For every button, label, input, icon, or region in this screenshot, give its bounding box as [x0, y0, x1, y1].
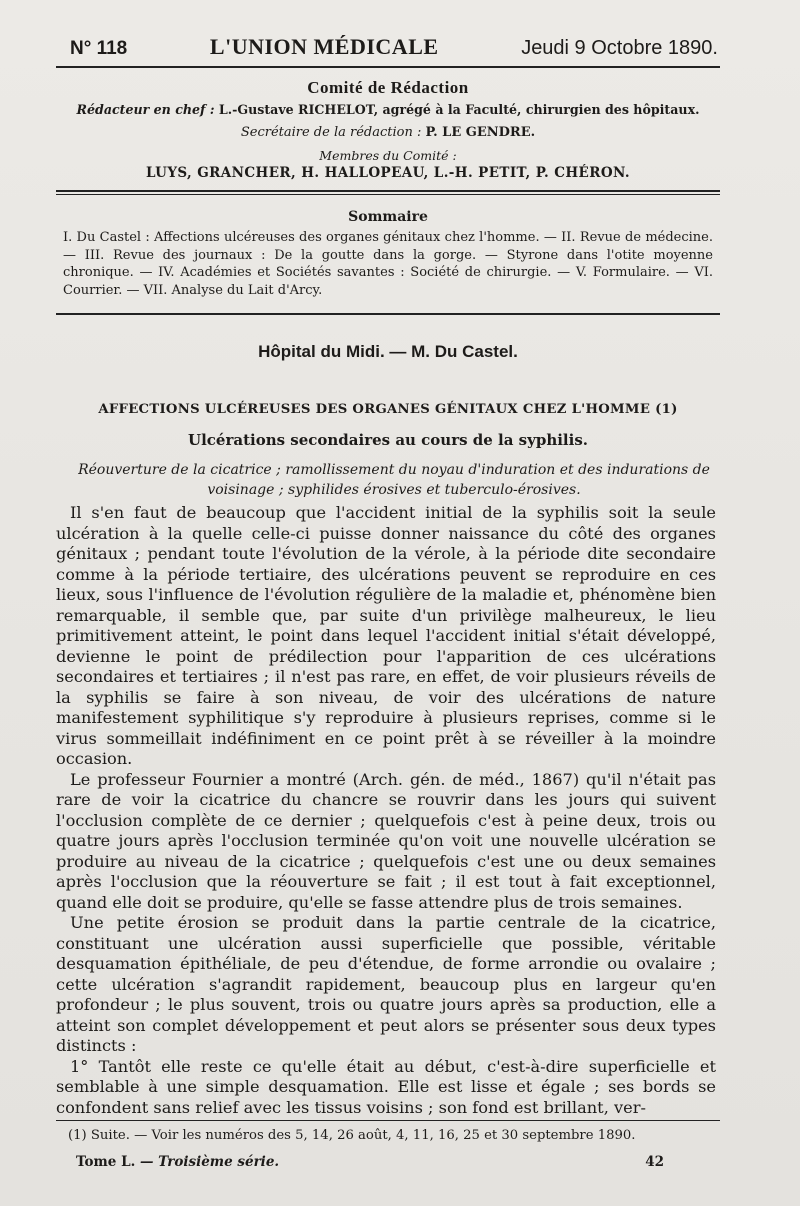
secretaire-name: P. LE GENDRE. — [425, 125, 536, 140]
paragraph: Il s'en faut de beaucoup que l'accident initial de la syphilis soit la seule ulcération à la quelle celle-ci puisse donner naissance du côté des organes génitaux ; pendant toute l'évolution de la vérole, à la période dite secondaire comme à la période tertiaire, des ulcérations peuvent se reproduire en ces lieux, sous l'influence de l'évolution régulière de la maladie et, phénomène bien remarquable, il semble que, par suite d'un privilège malheureux, le lieu primitivement atteint, le point dans lequel l'accident initial s'était développé, devienne le point de prédilection pour l'apparition de ces ulcérations secondaires et tertiaires ; il n'est pas rare, en effet, de voir plusieurs réveils de la syphilis se faire à son niveau, de voir des ulcérations de nature manifestement syphilitique s'y reproduire à plusieurs reprises, comme si le virus sommeillait indéfiniment en ce point prêt à se réveiller à la moindre occasion. — [56, 503, 716, 768]
paragraph: 1° Tantôt elle reste ce qu'elle était au début, c'est-à-dire superficielle et semblable à une simple desquamation. Elle est lisse et égale ; ses bords se confondent sans relief avec les tissus voisins ; son fond est brillant, ver- — [56, 1056, 716, 1117]
article-body — [56, 503, 716, 1118]
header-rule — [56, 66, 720, 68]
committee-rule-top — [56, 190, 720, 192]
footnote — [68, 1128, 716, 1143]
committee-title: Comité de Rédaction — [307, 78, 469, 97]
secretaire-label: Secrétaire de la rédaction : — [240, 125, 422, 140]
issue-number: N° 118 — [70, 38, 128, 59]
paragraph: Une petite érosion se produit dans la partie centrale de la cicatrice, constituant une ulcération aussi superficielle que possible, véritable desquamation épithéliale, de peu d'étendue, de forme arrondie ou ovalaire ; cette ulcération s'agrandit rapidement, beaucoup plus en largeur qu'en profondeur ; le plus souvent, trois ou quatre jours après sa production, elle a atteint son complet développement et peut alors se présenter sous deux types distincts : — [56, 913, 716, 1055]
membres-label: Membres du Comité : — [319, 148, 457, 163]
footnote-rule — [56, 1120, 720, 1121]
paragraph: Le professeur Fournier a montré (Arch. gén. de méd., 1867) qu'il n'était pas rare de voir la cicatrice du chancre se rouvrir dans les jours qui suivent l'occlusion complète de ce dernier ; quelquefois c'est à peine deux, trois ou quatre jours après l'occlusion terminée qu'on voit une nouvelle ulcération se produire au niveau de la cicatrice ; quelquefois c'est une ou deux semaines après l'occlusion que la réouverture se fait ; il est tout à fait exceptionnel, quand elle doit se produire, qu'elle se fasse attendre plus de trois semaines. — [56, 769, 716, 912]
article-title: AFFECTIONS ULCÉREUSES DES ORGANES GÉNITAUX CHEZ L'HOMME (1) — [98, 402, 678, 417]
footer-tome: Tome L. — [76, 1154, 136, 1170]
footnote-text: (1) Suite. — Voir les numéros des 5, 14, 26 août, 4, 11, 16, 25 et 30 septembre 1890. — [68, 1128, 636, 1143]
sommaire-rule — [56, 313, 720, 315]
article-resume: Réouverture de la cicatrice ; ramollissement du noyau d'induration et des indurations de voisinage ; syphilides érosives et tuberculo-érosives. — [78, 462, 710, 498]
sommaire-title: Sommaire — [348, 209, 428, 225]
page-number: 42 — [645, 1154, 664, 1170]
article-subtitle: Ulcérations secondaires au cours de la syphilis. — [187, 431, 588, 449]
secretaire-line — [56, 125, 720, 140]
committee-rule-bottom — [56, 194, 720, 195]
sommaire-text: I. Du Castel : Affections ulcéreuses des organes génitaux chez l'homme. — II. Revue de médecine. — III. Revue des journaux : De la goutte dans la gorge. — Styrone dans l'otite moyenne chronique. — IV. Académies et Sociétés savantes : Société de chirurgie. — V. Formulaire. — VI. Courrier. — VII. Analyse du Lait d'Arcy. — [63, 230, 713, 298]
redacteur-label: Rédacteur en chef : — [76, 102, 215, 117]
footer-volume — [76, 1154, 279, 1170]
footer-serie: — Troisième série. — [139, 1154, 280, 1170]
membres-list: LUYS, GRANCHER, H. HALLOPEAU, L.-H. PETIT, P. CHÉRON. — [146, 165, 630, 181]
page-footer — [76, 1154, 664, 1170]
redacteur-line — [56, 102, 720, 117]
page-header — [70, 34, 718, 60]
journal-title: L'UNION MÉDICALE — [209, 34, 439, 59]
redacteur-name: L.-Gustave RICHELOT, agrégé à la Faculté, chirurgien des hôpitaux. — [218, 102, 700, 117]
hospital-line: Hôpital du Midi. — M. Du Castel. — [258, 342, 518, 361]
issue-date: Jeudi 9 Octobre 1890. — [521, 37, 718, 59]
